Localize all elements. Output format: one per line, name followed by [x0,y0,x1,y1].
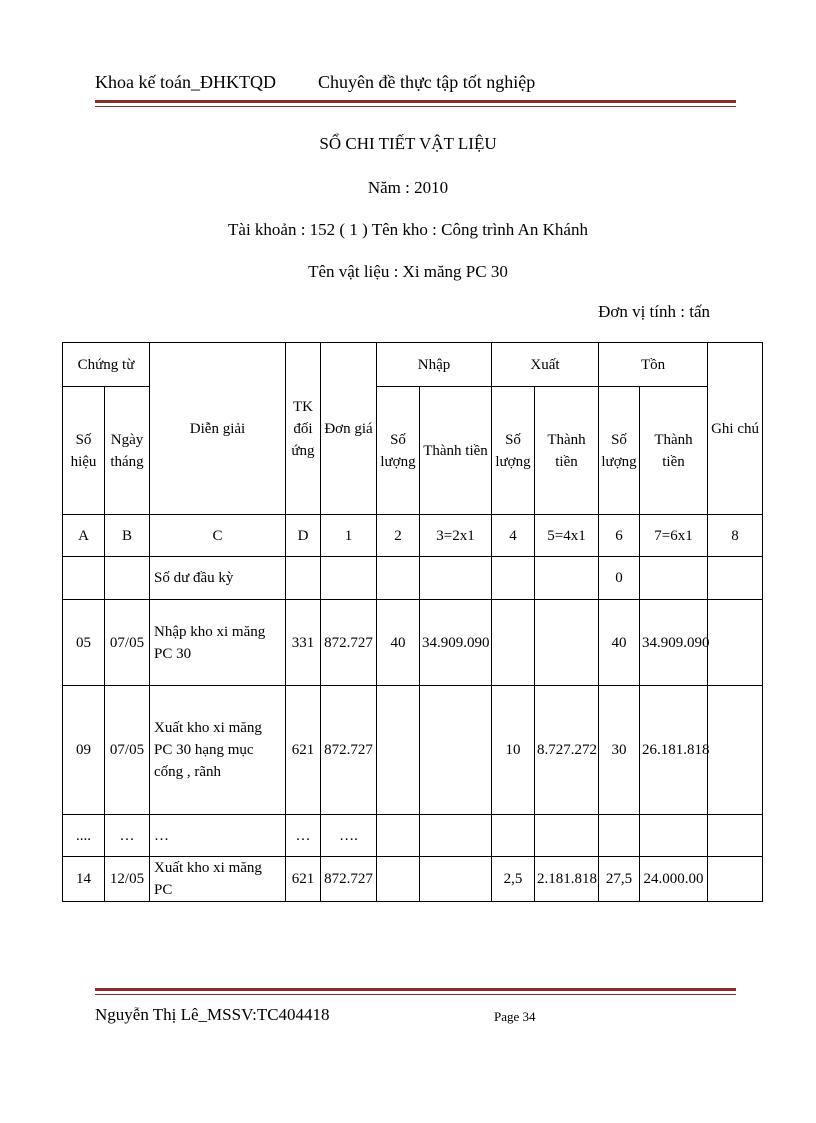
table-cell: … [150,815,286,857]
table-cell: 09 [63,686,105,815]
table-cell [708,815,763,857]
table-cell [492,815,535,857]
table-cell [708,600,763,686]
header-xuat-thanh-tien: Thành tiền [535,387,599,515]
code-cell: 6 [599,515,640,557]
table-cell: 12/05 [105,857,150,902]
table-cell: 07/05 [105,686,150,815]
code-cell: 8 [708,515,763,557]
table-row [63,686,763,815]
table-cell [377,686,420,815]
table-row-ellipsis [63,815,763,857]
code-cell: 1 [321,515,377,557]
header-ton-so-luong: Số lượng [599,387,640,515]
table-cell: Xuất kho xi măng PC 30 hạng mục cống , rãnh [150,686,286,815]
code-cell: A [63,515,105,557]
table-cell [420,815,492,857]
table-cell: 8.727.272 [535,686,599,815]
table-cell: 872.727 [321,600,377,686]
header-xuat: Xuất [492,343,599,387]
table-cell: Số dư đầu kỳ [150,557,286,600]
header-nhap: Nhập [377,343,492,387]
table-cell [599,815,640,857]
table-cell: 07/05 [105,600,150,686]
code-cell: 3=2x1 [420,515,492,557]
table-cell [640,557,708,600]
header-rule-thick [95,100,736,103]
table-header-row [63,343,763,387]
table-cell [492,600,535,686]
table-cell: Nhập kho xi măng PC 30 [150,600,286,686]
code-cell: C [150,515,286,557]
table-cell [420,857,492,902]
footer-rule-thin [95,994,736,995]
header-tk-doi-ung: TK đối ứng [286,343,321,515]
footer-rule-thick [95,988,736,991]
table-cell: 872.727 [321,857,377,902]
table-row [63,600,763,686]
table-cell: 26.181.818 [640,686,708,815]
code-cell: 2 [377,515,420,557]
header-ghi-chu: Ghi chú [708,343,763,515]
table-cell [377,857,420,902]
table-cell: 30 [599,686,640,815]
table-cell [535,600,599,686]
table-cell: 05 [63,600,105,686]
document-title: SỔ CHI TIẾT VẬT LIỆU [319,134,497,153]
header-xuat-so-luong: Số lượng [492,387,535,515]
header-ngay-thang: Ngày tháng [105,387,150,515]
table-cell [377,815,420,857]
code-cell: 7=6x1 [640,515,708,557]
table-cell: 27,5 [599,857,640,902]
table-cell: 872.727 [321,686,377,815]
table-row-opening-balance [63,557,763,600]
table-cell: … [105,815,150,857]
code-cell: B [105,515,150,557]
ledger-table [62,342,763,902]
table-cell [708,686,763,815]
table-row [63,857,763,902]
table-cell: 34.909.090 [420,600,492,686]
table-cell: … [286,815,321,857]
table-cell [321,557,377,600]
code-cell: D [286,515,321,557]
table-cell: 2,5 [492,857,535,902]
table-cell [377,557,420,600]
header-dien-giai: Diễn giải [150,343,286,515]
table-cell: 2.181.818 [535,857,599,902]
header-ton-thanh-tien: Thành tiền [640,387,708,515]
header-faculty: Khoa kế toán_ĐHKTQD [95,72,276,92]
code-cell: 4 [492,515,535,557]
table-cell: 10 [492,686,535,815]
table-cell: 24.000.00 [640,857,708,902]
document-material: Tên vật liệu : Xi măng PC 30 [308,262,508,281]
table-cell: 40 [377,600,420,686]
table-cell: 14 [63,857,105,902]
header-nhap-thanh-tien: Thành tiền [420,387,492,515]
table-cell: 621 [286,857,321,902]
table-cell [535,557,599,600]
header-don-gia: Đơn giá [321,343,377,515]
footer-author: Nguyễn Thị Lê_MSSV:TC404418 [95,1005,330,1024]
header-chung-tu: Chứng từ [63,343,150,387]
table-cell: 40 [599,600,640,686]
table-cell [420,686,492,815]
table-cell [640,815,708,857]
table-cell: …. [321,815,377,857]
page-number: Page 34 [494,1009,536,1024]
document-year: Năm : 2010 [367,178,449,197]
header-subject: Chuyên đề thực tập tốt nghiệp [318,72,536,92]
table-cell: 331 [286,600,321,686]
table-cell [708,857,763,902]
header-ton: Tồn [599,343,708,387]
unit-label: Đơn vị tính : tấn [598,302,710,321]
table-cell [420,557,492,600]
table-cell [105,557,150,600]
table-cell: 0 [599,557,640,600]
table-cell: 34.909.090 [640,600,708,686]
table-cell [286,557,321,600]
header-rule-thin [95,106,736,107]
table-cell [708,557,763,600]
code-cell: 5=4x1 [535,515,599,557]
table-cell [535,815,599,857]
header-so-hieu: Số hiệu [63,387,105,515]
header-nhap-so-luong: Số lượng [377,387,420,515]
table-cell [492,557,535,600]
table-cell: .... [63,815,105,857]
table-cell [63,557,105,600]
table-cell: 621 [286,686,321,815]
document-account: Tài khoản : 152 ( 1 ) Tên kho : Công trình An Khánh [228,220,588,239]
table-code-row [63,515,763,557]
table-cell: Xuất kho xi măng PC [150,857,286,902]
